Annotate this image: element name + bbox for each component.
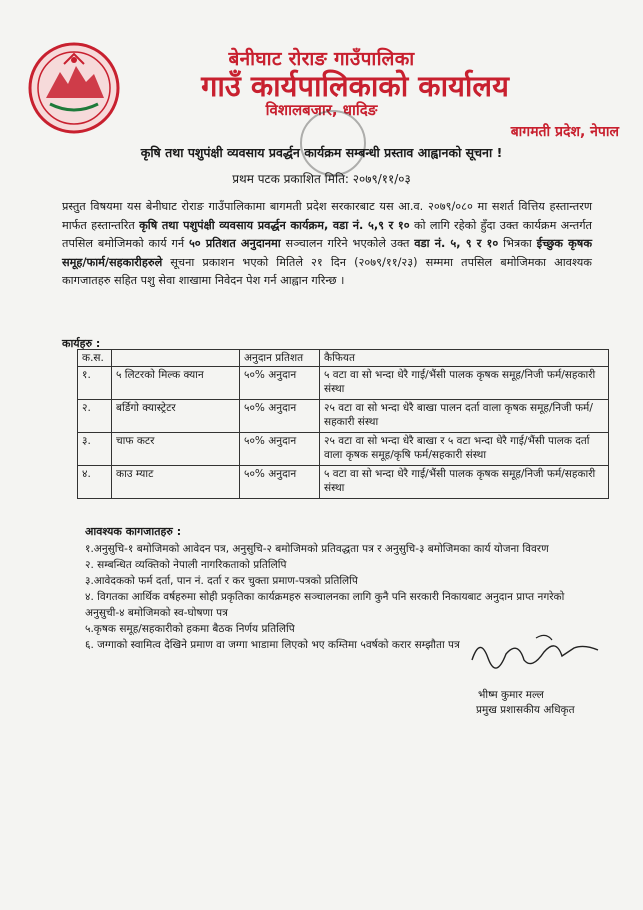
row-subsidy: ५०% अनुदान: [240, 466, 320, 499]
table-header-row: [78, 350, 609, 367]
list-item: ४. विगतका आर्थिक वर्षहरुमा सोही प्रकृतिका कार्यक्रमहरु सञ्चालनका लागि कुनै पनि सरकारी निकायबाट अनुदान प्राप्त नगरेको अनुसुची-४ बमोजिमको स्व-घोषणा पत्र: [85, 591, 565, 619]
row-sn: २.: [78, 400, 112, 433]
row-subsidy: ५०% अनुदान: [240, 400, 320, 433]
notice-body: [62, 198, 592, 291]
signer-title: प्रमुख प्रशासकीय अधिकृत: [476, 704, 575, 716]
office-name: गाउँ कार्यपालिकाको कार्यालय: [201, 69, 509, 103]
row-sn: ४.: [78, 466, 112, 499]
row-remarks: ५ वटा वा सो भन्दा धेरै गाई/भैंसी पालक कृषक समूह/निजी फर्म/सहकारी संस्था: [320, 466, 609, 499]
table-row: [78, 466, 609, 499]
row-remarks: २५ वटा वा सो भन्दा धेरै बाखा पालन दर्ता वाला कृषक समूह/निजी फर्म/सहकारी संस्था: [320, 400, 609, 433]
row-item: काउ म्याट: [112, 466, 240, 499]
header-item: [112, 350, 240, 367]
header-sn: क.स.: [78, 350, 112, 367]
list-item: ६. जग्गाको स्वामित्व देखिने प्रमाण वा जग्गा भाडामा लिएको भए कम्तिमा ५वर्षको करार सम्झौता पत्र: [85, 639, 460, 651]
programs-table: [77, 349, 609, 499]
documents-label: आवश्यक कागजातहरु :: [85, 525, 182, 538]
header-remarks: कैफियत: [320, 350, 609, 367]
header-subsidy: अनुदान प्रतिशत: [240, 350, 320, 367]
body-text-4: भित्रका: [498, 237, 537, 250]
body-text-2: को लागि रहेको हुँदा उक्त कार्यक्रम अन्तर्गत तपसिल बमोजिमको कार्य गर्न: [62, 218, 592, 250]
body-text-5: सूचना प्रकाशन भएको मितिले २१ दिन (२०७९/११/२३) सम्ममा तपसिल बमोजिमका आवश्यक कागजातहरु सहित पशु सेवा शाखामा निवेदन पेश गर्न आह्वान गरिन्छ ।: [62, 255, 592, 287]
row-subsidy: ५०% अनुदान: [240, 433, 320, 466]
published-date: प्रथम पटक प्रकाशित मिति: २०७९/११/०३: [232, 172, 411, 186]
body-bold-subsidy: ५० प्रतिशत अनुदानमा: [188, 237, 281, 250]
notice-title: कृषि तथा पशुपंक्षी व्यवसाय प्रवर्द्धन कार्यक्रम सम्बन्धी प्रस्ताव आह्वानको सूचना !: [140, 145, 503, 160]
row-subsidy: ५०% अनुदान: [240, 367, 320, 400]
programs-label: कार्यहरु :: [62, 337, 101, 350]
signer-name: भीष्म कुमार मल्ल: [478, 689, 544, 701]
body-text-1: प्रस्तुत विषयमा यस बेनीघाट रोराङ गाउँपालिकामा बागमती प्रदेश सरकारबाट यस आ.व. २०७९/०८० मा सशर्त वित्तिय हस्तान्तरण मार्फत हस्तान्तरित: [62, 200, 592, 232]
body-bold-applicants: ईच्छुक कृषक समूह/फार्म/सहकारीहरुले: [62, 237, 592, 269]
office-location: विशालबजार, धादिङ: [265, 101, 378, 119]
list-item: ३.आवेदकको फर्म दर्ता, पान नं. दर्ता र कर चुक्ता प्रमाण-पत्रको प्रतिलिपि: [85, 575, 358, 587]
row-remarks: २५ वटा वा सो भन्दा धेरै बाखा र ५ वटा भन्दा धेरै गाई/भैंसी पालक दर्ता वाला कृषक समूह/कृषि फर्म/सहकारी संस्था: [320, 433, 609, 466]
office-stamp-icon: [300, 110, 366, 176]
body-bold-wards: वडा नं. ५, ९ र १०: [414, 237, 499, 250]
table-row: [78, 400, 609, 433]
row-item: ५ लिटरको मिल्क क्यान: [112, 367, 240, 400]
row-item: चाफ कटर: [112, 433, 240, 466]
list-item: २. सम्बन्धित व्यक्तिको नेपाली नागरिकताको प्रतिलिपि: [85, 559, 287, 571]
body-text-3: सञ्चालन गरिने भएकोले उक्त: [280, 237, 415, 250]
municipality-name: बेनीघाट रोराङ गाउँपालिका: [228, 48, 415, 70]
body-bold-program: कृषि तथा पशुपंक्षी व्यवसाय प्रवर्द्धन कार्यक्रम, वडा नं. ५,९ र १०: [139, 218, 410, 232]
list-item: १.अनुसुचि-१ बमोजिमको आवेदन पत्र, अनुसुचि-२ बमोजिमको प्रतिवद्धता पत्र र अनुसुचि-३ बमोजिमका कार्य योजना विवरण: [85, 543, 549, 555]
list-item: ५.कृषक समूह/सहकारीको हकमा बैठक निर्णय प्रतिलिपि: [85, 623, 295, 635]
row-sn: १.: [78, 367, 112, 400]
table-row: [78, 433, 609, 466]
row-remarks: ५ वटा वा सो भन्दा धेरै गाई/भैंसी पालक कृषक समूह/निजी फर्म/सहकारी संस्था: [320, 367, 609, 400]
table-row: [78, 367, 609, 400]
handwritten-signature-icon: [466, 630, 606, 678]
row-item: बर्डिगो क्यास्ट्रेटर: [112, 400, 240, 433]
province-label: बागमती प्रदेश, नेपाल: [510, 124, 619, 140]
row-sn: ३.: [78, 433, 112, 466]
